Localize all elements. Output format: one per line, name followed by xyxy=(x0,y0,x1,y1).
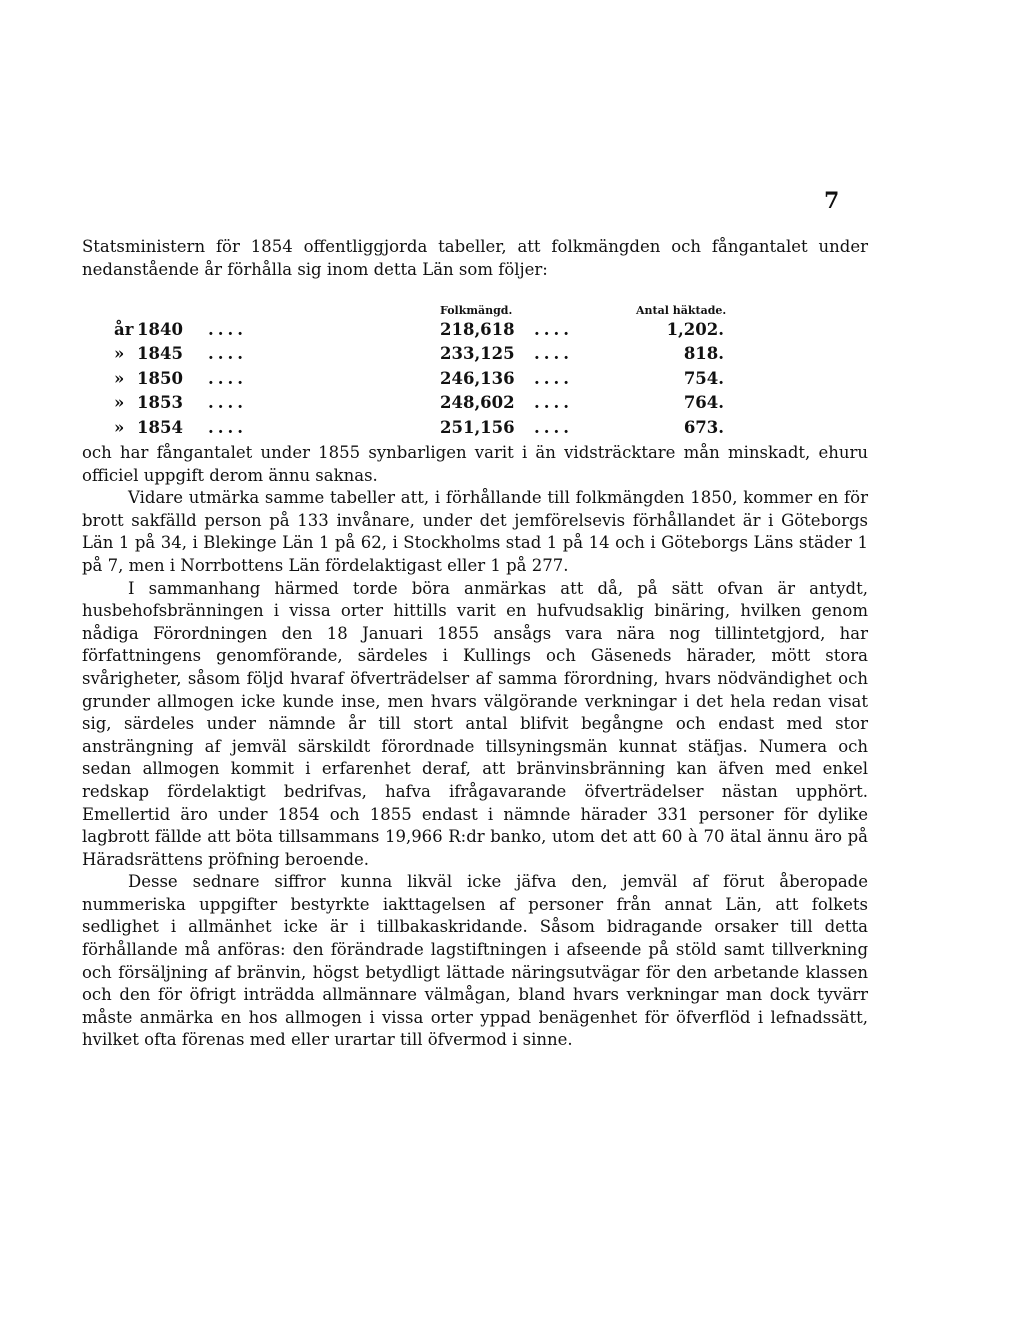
row-arrested: 818. xyxy=(683,344,724,364)
body-text xyxy=(82,442,868,1052)
table-row xyxy=(114,320,774,344)
leader-dots: .... xyxy=(534,368,573,388)
table-row xyxy=(114,369,774,393)
table-row xyxy=(114,418,774,442)
row-prefix: » xyxy=(114,393,125,413)
leader-dots: .... xyxy=(208,417,247,437)
leader-dots: .... xyxy=(208,368,247,388)
row-year: 1853 xyxy=(137,393,183,413)
row-arrested: 754. xyxy=(683,368,724,388)
leader-dots: .... xyxy=(534,320,573,339)
paragraph-distilling: I sammanhang härmed torde böra anmärkas att då, på sätt ofvan är antydt, husbehofsbränningen i vissa orter hittills varit en hufvudsaklig binäring, hvilken genom nådiga Förordningen den 18 Januari 1855 ansågs vara nära nog tillintetgjord, har författningens genomförande, särdeles i Kullings och Gäseneds härader, mött stora svårigheter, såsom följd hvaraf öfverträdelser af samma förordning, hvars nödvändighet och grunder allmogen icke kunde inse, men hvars välgörande verkningar i det hela redan visat sig, särdeles under nämnde år till stort antal blifvit begångne och endast med stor ansträngning af jemväl särskildt förordnade tillsyningsmän kunnat stäfjas. Numera och sedan allmogen kommit i erfarenhet deraf, att bränvinsbränning kan äfven med enkel redskap fördelaktigt bedrifvas, hafva ifrågavarande öfverträdelser nästan upphört. Emellertid äro under 1854 och 1855 endast i nämnde härader 331 personer för dylike lagbrott fällde att böta tillsammans 19,966 R:dr banko, utom det att 60 à 70 ätal ännu äro på Häradsrättens pröfning beroende. xyxy=(82,578,868,869)
leader-dots: .... xyxy=(534,393,573,413)
leader-dots: .... xyxy=(208,320,247,339)
table-row xyxy=(114,393,774,417)
intro-paragraph xyxy=(82,236,868,281)
row-prefix: år xyxy=(114,320,134,339)
statistics-table xyxy=(114,298,774,442)
row-prefix: » xyxy=(114,368,125,388)
row-year: 1845 xyxy=(137,344,183,364)
row-population: 218,618 xyxy=(440,320,515,339)
row-arrested: 673. xyxy=(683,417,724,437)
row-arrested: 764. xyxy=(683,393,724,413)
table-header xyxy=(114,298,774,320)
header-arrested: Antal häktade. xyxy=(636,304,727,317)
row-population: 233,125 xyxy=(440,344,515,364)
row-prefix: » xyxy=(114,417,125,437)
table-row xyxy=(114,344,774,368)
header-population: Folkmängd. xyxy=(440,304,513,317)
intro-text: Statsministern för 1854 offentliggjorda tabeller, att folkmängden och fångantalet under nedanstående år förhålla sig inom detta Län som följer: xyxy=(82,237,868,279)
row-arrested: 1,202. xyxy=(666,320,724,339)
paragraph-crime-statistics: Vidare utmärka samme tabeller att, i förhållande till folkmängden 1850, kommer en för brott sakfälld person på 133 invånare, under det jemförelsevis förhållandet är i Göteborgs Län 1 på 34, i Blekinge Län 1 på 62, i Stockholms stad 1 på 14 och i Göteborgs Läns städer 1 på 7, men i Norrbottens Län fördelaktigast eller 1 på 277. xyxy=(82,488,868,575)
row-prefix: » xyxy=(114,344,125,364)
row-year: 1840 xyxy=(137,320,183,339)
row-population: 246,136 xyxy=(440,368,515,388)
paragraph-continuation: och har fångantalet under 1855 synbarligen varit i än vidsträcktare mån minskadt, ehuru officiel uppgift derom ännu saknas. xyxy=(82,443,868,485)
leader-dots: .... xyxy=(534,417,573,437)
paragraph-morality: Desse sednare siffror kunna likväl icke jäfva den, jemväl af förut åberopade nummeriska uppgifter bestyrkte iakttagelsen af personer från annat Län, att folkets sedlighet i allmänhet icke är i tillbakaskridande. Såsom bidragande orsaker till detta förhållande må anföras: den förändrade lagstiftningen i afseende på stöld samt tillverkning och försäljning af bränvin, högst betydligt lättade näringsutvägar för den arbetande klassen och den för öfrigt inträdda allmännare välmågan, bland hvars verkningar man dock tyvärr måste anmärka en hos allmogen i vissa orter yppad benägenhet för öfverflöd i lefnadssätt, hvilket ofta förenas med eller urartar till öfvermod i sinne. xyxy=(82,872,868,1050)
leader-dots: .... xyxy=(208,344,247,364)
row-year: 1850 xyxy=(137,368,183,388)
page-number: 7 xyxy=(824,188,840,214)
row-population: 248,602 xyxy=(440,393,515,413)
leader-dots: .... xyxy=(534,344,573,364)
row-year: 1854 xyxy=(137,417,183,437)
row-population: 251,156 xyxy=(440,417,515,437)
leader-dots: .... xyxy=(208,393,247,413)
